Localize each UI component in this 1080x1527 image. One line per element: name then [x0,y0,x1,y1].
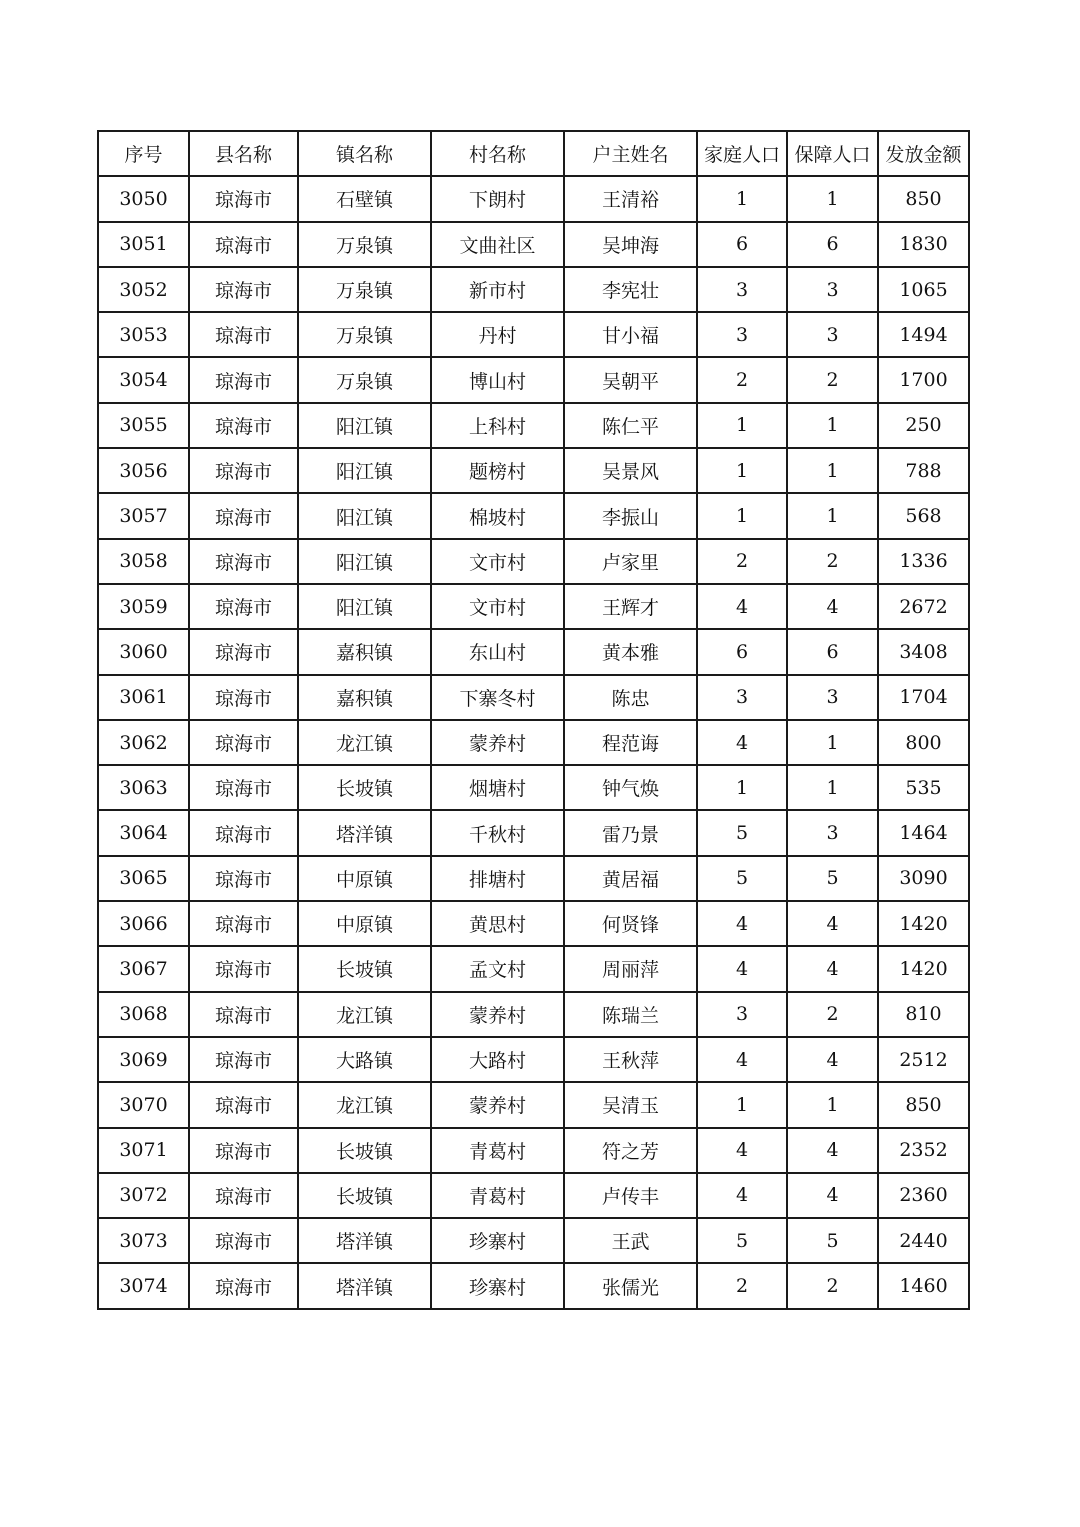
cell-householder-name: 黄居福 [564,856,697,901]
cell-householder-name: 李宪壮 [564,267,697,312]
table-row [98,901,969,946]
cell-householder-name: 符之芳 [564,1128,697,1173]
cell-family-size: 1 [697,403,787,448]
cell-county-name: 琼海市 [189,675,298,720]
cell-covered-persons: 1 [787,403,878,448]
cell-county-name: 琼海市 [189,1173,298,1218]
header-serial-number: 序号 [98,131,189,176]
cell-family-size: 6 [697,222,787,267]
cell-village-name: 青葛村 [431,1128,564,1173]
cell-serial-number: 3064 [98,810,189,855]
cell-village-name: 博山村 [431,357,564,402]
cell-householder-name: 王清裕 [564,176,697,221]
table-header-row [98,131,969,176]
cell-amount: 800 [878,720,969,765]
cell-village-name: 新市村 [431,267,564,312]
table-row [98,1263,969,1308]
cell-village-name: 文市村 [431,539,564,584]
cell-family-size: 1 [697,765,787,810]
cell-amount: 1464 [878,810,969,855]
table-row [98,629,969,674]
cell-householder-name: 陈瑞兰 [564,992,697,1037]
table-row [98,493,969,538]
cell-family-size: 4 [697,946,787,991]
cell-town-name: 塔洋镇 [298,810,431,855]
cell-county-name: 琼海市 [189,584,298,629]
table-row [98,765,969,810]
cell-serial-number: 3054 [98,357,189,402]
cell-village-name: 蒙养村 [431,992,564,1037]
cell-covered-persons: 4 [787,946,878,991]
cell-family-size: 2 [697,539,787,584]
header-town-name: 镇名称 [298,131,431,176]
cell-village-name: 青葛村 [431,1173,564,1218]
cell-serial-number: 3067 [98,946,189,991]
cell-amount: 2440 [878,1218,969,1263]
cell-town-name: 万泉镇 [298,222,431,267]
cell-householder-name: 吴景风 [564,448,697,493]
cell-householder-name: 吴朝平 [564,357,697,402]
cell-serial-number: 3056 [98,448,189,493]
cell-serial-number: 3068 [98,992,189,1037]
cell-serial-number: 3052 [98,267,189,312]
cell-householder-name: 何贤锋 [564,901,697,946]
cell-serial-number: 3057 [98,493,189,538]
cell-town-name: 阳江镇 [298,539,431,584]
table-row [98,1037,969,1082]
cell-serial-number: 3061 [98,675,189,720]
cell-town-name: 万泉镇 [298,312,431,357]
cell-county-name: 琼海市 [189,1037,298,1082]
cell-town-name: 阳江镇 [298,493,431,538]
cell-town-name: 龙江镇 [298,1082,431,1127]
cell-family-size: 3 [697,992,787,1037]
cell-covered-persons: 1 [787,493,878,538]
cell-family-size: 4 [697,1037,787,1082]
cell-county-name: 琼海市 [189,1218,298,1263]
header-covered-persons: 保障人口 [787,131,878,176]
header-amount: 发放金额 [878,131,969,176]
cell-village-name: 棉坡村 [431,493,564,538]
header-householder-name: 户主姓名 [564,131,697,176]
cell-serial-number: 3058 [98,539,189,584]
cell-village-name: 大路村 [431,1037,564,1082]
cell-town-name: 长坡镇 [298,946,431,991]
cell-covered-persons: 2 [787,992,878,1037]
table-row [98,810,969,855]
cell-village-name: 烟塘村 [431,765,564,810]
table-row [98,312,969,357]
cell-covered-persons: 4 [787,1173,878,1218]
cell-family-size: 1 [697,176,787,221]
cell-amount: 1700 [878,357,969,402]
cell-village-name: 蒙养村 [431,1082,564,1127]
table-row [98,675,969,720]
table-row [98,856,969,901]
cell-family-size: 1 [697,448,787,493]
cell-family-size: 5 [697,1218,787,1263]
cell-serial-number: 3060 [98,629,189,674]
cell-village-name: 下寨冬村 [431,675,564,720]
cell-village-name: 上科村 [431,403,564,448]
cell-householder-name: 程范诲 [564,720,697,765]
cell-village-name: 珍寨村 [431,1218,564,1263]
cell-householder-name: 吴清玉 [564,1082,697,1127]
table-row [98,539,969,584]
cell-village-name: 黄思村 [431,901,564,946]
cell-covered-persons: 1 [787,720,878,765]
table-row [98,1173,969,1218]
cell-town-name: 万泉镇 [298,357,431,402]
cell-covered-persons: 1 [787,765,878,810]
cell-householder-name: 张儒光 [564,1263,697,1308]
cell-covered-persons: 3 [787,675,878,720]
cell-county-name: 琼海市 [189,992,298,1037]
cell-town-name: 长坡镇 [298,765,431,810]
cell-amount: 1420 [878,946,969,991]
cell-town-name: 中原镇 [298,901,431,946]
cell-town-name: 大路镇 [298,1037,431,1082]
cell-covered-persons: 4 [787,1037,878,1082]
cell-town-name: 塔洋镇 [298,1218,431,1263]
cell-covered-persons: 5 [787,856,878,901]
cell-householder-name: 陈忠 [564,675,697,720]
table-row [98,222,969,267]
cell-serial-number: 3050 [98,176,189,221]
cell-family-size: 3 [697,675,787,720]
cell-county-name: 琼海市 [189,720,298,765]
cell-householder-name: 雷乃景 [564,810,697,855]
cell-householder-name: 周丽萍 [564,946,697,991]
cell-covered-persons: 3 [787,810,878,855]
cell-village-name: 题榜村 [431,448,564,493]
cell-amount: 1494 [878,312,969,357]
cell-village-name: 下朗村 [431,176,564,221]
cell-serial-number: 3073 [98,1218,189,1263]
cell-family-size: 4 [697,1128,787,1173]
cell-county-name: 琼海市 [189,222,298,267]
cell-town-name: 长坡镇 [298,1128,431,1173]
cell-covered-persons: 1 [787,1082,878,1127]
cell-amount: 2360 [878,1173,969,1218]
table-row [98,357,969,402]
cell-covered-persons: 3 [787,267,878,312]
cell-county-name: 琼海市 [189,946,298,991]
cell-covered-persons: 1 [787,448,878,493]
cell-amount: 3090 [878,856,969,901]
cell-serial-number: 3053 [98,312,189,357]
cell-covered-persons: 2 [787,1263,878,1308]
cell-village-name: 文曲社区 [431,222,564,267]
cell-amount: 250 [878,403,969,448]
cell-householder-name: 陈仁平 [564,403,697,448]
cell-county-name: 琼海市 [189,1263,298,1308]
cell-village-name: 千秋村 [431,810,564,855]
cell-serial-number: 3055 [98,403,189,448]
cell-county-name: 琼海市 [189,357,298,402]
cell-householder-name: 王武 [564,1218,697,1263]
cell-county-name: 琼海市 [189,629,298,674]
cell-householder-name: 王秋萍 [564,1037,697,1082]
cell-covered-persons: 5 [787,1218,878,1263]
cell-householder-name: 甘小福 [564,312,697,357]
cell-family-size: 6 [697,629,787,674]
cell-village-name: 珍寨村 [431,1263,564,1308]
cell-village-name: 丹村 [431,312,564,357]
cell-town-name: 龙江镇 [298,720,431,765]
cell-householder-name: 卢传丰 [564,1173,697,1218]
cell-amount: 1336 [878,539,969,584]
cell-county-name: 琼海市 [189,1082,298,1127]
cell-town-name: 万泉镇 [298,267,431,312]
cell-county-name: 琼海市 [189,312,298,357]
cell-householder-name: 黄本雅 [564,629,697,674]
cell-family-size: 2 [697,357,787,402]
table-row [98,946,969,991]
table-row [98,992,969,1037]
cell-amount: 1065 [878,267,969,312]
cell-town-name: 长坡镇 [298,1173,431,1218]
cell-family-size: 1 [697,1082,787,1127]
cell-serial-number: 3074 [98,1263,189,1308]
cell-town-name: 中原镇 [298,856,431,901]
cell-family-size: 2 [697,1263,787,1308]
cell-family-size: 4 [697,720,787,765]
cell-covered-persons: 4 [787,1128,878,1173]
cell-covered-persons: 3 [787,312,878,357]
cell-covered-persons: 4 [787,901,878,946]
table-row [98,267,969,312]
cell-county-name: 琼海市 [189,1128,298,1173]
cell-county-name: 琼海市 [189,901,298,946]
cell-family-size: 5 [697,856,787,901]
cell-family-size: 3 [697,312,787,357]
table-row [98,448,969,493]
cell-amount: 1460 [878,1263,969,1308]
allowance-table [97,130,970,1310]
cell-serial-number: 3071 [98,1128,189,1173]
cell-serial-number: 3051 [98,222,189,267]
cell-amount: 788 [878,448,969,493]
cell-county-name: 琼海市 [189,493,298,538]
cell-town-name: 塔洋镇 [298,1263,431,1308]
cell-serial-number: 3063 [98,765,189,810]
cell-amount: 850 [878,1082,969,1127]
header-family-size: 家庭人口 [697,131,787,176]
cell-amount: 568 [878,493,969,538]
cell-serial-number: 3059 [98,584,189,629]
header-county-name: 县名称 [189,131,298,176]
cell-town-name: 石壁镇 [298,176,431,221]
table-row [98,584,969,629]
cell-amount: 1420 [878,901,969,946]
cell-family-size: 3 [697,267,787,312]
cell-town-name: 阳江镇 [298,403,431,448]
cell-amount: 3408 [878,629,969,674]
table-row [98,1082,969,1127]
cell-village-name: 孟文村 [431,946,564,991]
cell-householder-name: 王辉才 [564,584,697,629]
cell-town-name: 阳江镇 [298,584,431,629]
cell-family-size: 1 [697,493,787,538]
cell-county-name: 琼海市 [189,856,298,901]
cell-town-name: 嘉积镇 [298,629,431,674]
cell-town-name: 嘉积镇 [298,675,431,720]
cell-family-size: 5 [697,810,787,855]
cell-village-name: 文市村 [431,584,564,629]
table-row [98,1218,969,1263]
cell-county-name: 琼海市 [189,403,298,448]
cell-town-name: 龙江镇 [298,992,431,1037]
cell-amount: 2672 [878,584,969,629]
cell-county-name: 琼海市 [189,539,298,584]
cell-amount: 535 [878,765,969,810]
cell-amount: 1704 [878,675,969,720]
cell-amount: 2352 [878,1128,969,1173]
cell-covered-persons: 2 [787,357,878,402]
cell-county-name: 琼海市 [189,267,298,312]
table-body [98,176,969,1308]
cell-town-name: 阳江镇 [298,448,431,493]
table-row [98,720,969,765]
table-row [98,403,969,448]
cell-family-size: 4 [697,901,787,946]
table-row [98,1128,969,1173]
cell-serial-number: 3062 [98,720,189,765]
cell-serial-number: 3069 [98,1037,189,1082]
cell-covered-persons: 2 [787,539,878,584]
cell-covered-persons: 4 [787,584,878,629]
cell-householder-name: 钟气焕 [564,765,697,810]
cell-village-name: 蒙养村 [431,720,564,765]
cell-covered-persons: 1 [787,176,878,221]
cell-covered-persons: 6 [787,629,878,674]
cell-family-size: 4 [697,584,787,629]
cell-amount: 1830 [878,222,969,267]
cell-serial-number: 3070 [98,1082,189,1127]
cell-county-name: 琼海市 [189,176,298,221]
cell-village-name: 排塘村 [431,856,564,901]
cell-serial-number: 3072 [98,1173,189,1218]
cell-householder-name: 吴坤海 [564,222,697,267]
cell-covered-persons: 6 [787,222,878,267]
cell-householder-name: 卢家里 [564,539,697,584]
cell-family-size: 4 [697,1173,787,1218]
cell-amount: 2512 [878,1037,969,1082]
cell-amount: 850 [878,176,969,221]
cell-county-name: 琼海市 [189,448,298,493]
cell-village-name: 东山村 [431,629,564,674]
cell-county-name: 琼海市 [189,810,298,855]
cell-amount: 810 [878,992,969,1037]
cell-serial-number: 3066 [98,901,189,946]
cell-householder-name: 李振山 [564,493,697,538]
cell-county-name: 琼海市 [189,765,298,810]
cell-serial-number: 3065 [98,856,189,901]
table-row [98,176,969,221]
header-village-name: 村名称 [431,131,564,176]
